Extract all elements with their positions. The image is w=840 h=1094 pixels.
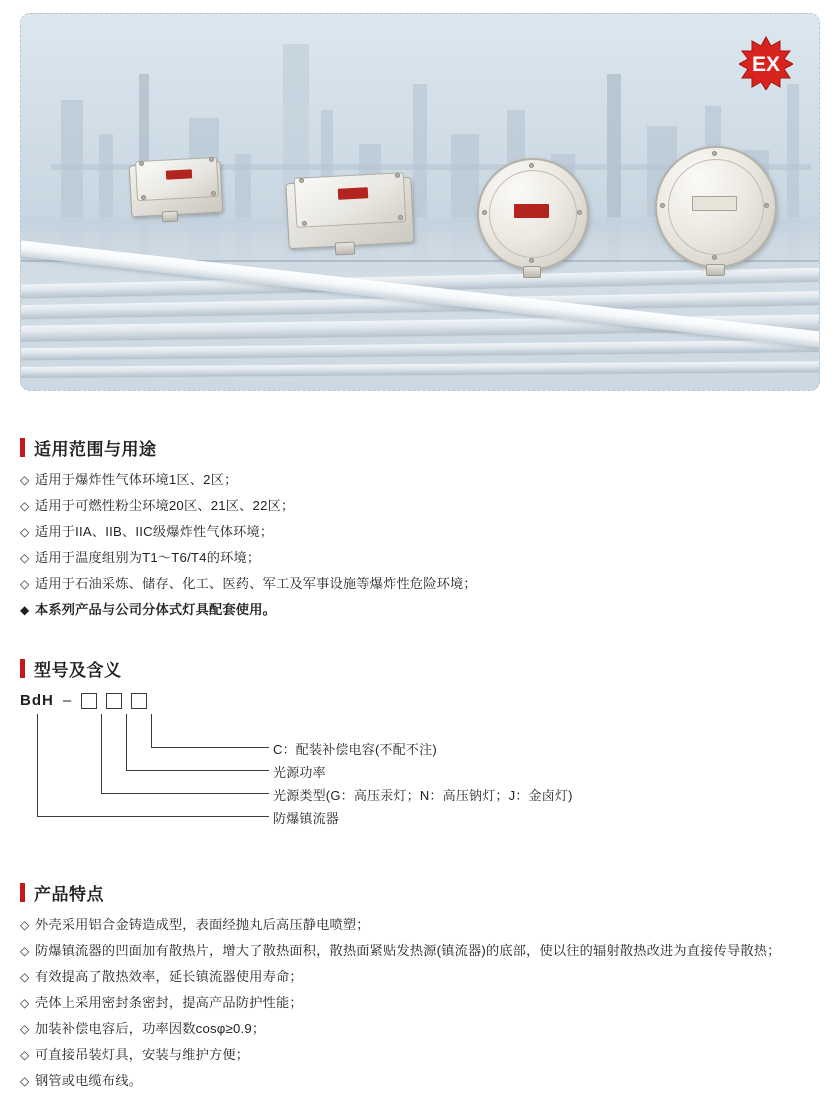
section-title-text: 适用范围与用途 — [34, 440, 157, 459]
list-item — [20, 990, 820, 1016]
bullet-marker: ◇ — [20, 996, 30, 1010]
cover-bolt — [712, 255, 717, 260]
list-item — [20, 912, 820, 938]
cover-bolt — [395, 173, 400, 178]
svg-text:EX: EX — [751, 53, 781, 76]
heading-accent-bar — [20, 438, 25, 457]
scope-list — [20, 467, 820, 623]
list-item — [20, 519, 820, 545]
leader-label-1: C：配装补偿电容(不配不注) — [273, 742, 437, 757]
product-label — [166, 169, 192, 179]
list-item — [20, 1068, 820, 1094]
list-item-text: 适用于石油采炼、储存、化工、医药、军工及军事设施等爆炸性危险环境； — [35, 576, 477, 591]
bullet-marker: ◇ — [20, 1022, 30, 1036]
bullet-marker: ◇ — [20, 473, 30, 487]
leader-label-2: 光源功率 — [273, 765, 326, 780]
product-label — [514, 204, 549, 218]
section-title-text: 产品特点 — [34, 885, 104, 904]
ex-certification-badge — [739, 36, 793, 90]
bullet-marker: ◇ — [20, 525, 30, 539]
cover-bolt — [529, 163, 534, 168]
list-item-text: 有效提高了散热效率，延长镇流器使用寿命； — [35, 969, 303, 984]
model-slot-box — [131, 693, 147, 709]
cover-bolt — [141, 195, 146, 200]
model-dash: – — [62, 692, 73, 709]
bullet-marker: ◇ — [20, 1074, 30, 1088]
section-title-text: 型号及含义 — [34, 661, 122, 680]
heading-accent-bar — [20, 883, 25, 902]
list-item-text: 钢管或电缆布线。 — [35, 1073, 143, 1088]
list-item-text: 可直接吊装灯具，安装与维护方便； — [35, 1047, 250, 1062]
cover-bolt — [482, 210, 487, 215]
model-prefix: BdH — [20, 692, 54, 709]
bullet-marker: ◇ — [20, 970, 30, 984]
ex-badge-icon — [739, 36, 793, 90]
cable-gland — [523, 266, 541, 278]
list-item — [20, 964, 820, 990]
cover-bolt — [660, 203, 665, 208]
section-heading-features — [20, 880, 104, 905]
product-unit-3 — [473, 154, 593, 279]
product-unit-4 — [651, 142, 781, 277]
heading-accent-bar — [20, 659, 25, 678]
list-item — [20, 1016, 820, 1042]
bullet-marker: ◇ — [20, 918, 30, 932]
cover-bolt — [302, 221, 307, 226]
cover-bolt — [209, 157, 214, 162]
cable-gland — [162, 211, 179, 223]
bullet-marker: ◆ — [20, 603, 30, 617]
cover-bolt — [764, 203, 769, 208]
ballast-cover — [294, 172, 406, 228]
list-item-text: 适用于IIA、IIB、IIC级爆炸性气体环境； — [35, 524, 274, 539]
product-unit-1 — [126, 151, 231, 226]
leader-line-4 — [37, 714, 269, 817]
features-list — [20, 912, 820, 1094]
section-heading-scope — [20, 435, 157, 460]
list-item-text: 本系列产品与公司分体式灯具配套使用。 — [35, 602, 276, 617]
leader-label-3: 光源类型(G：高压汞灯；N：高压钠灯；J：金卤灯) — [273, 788, 573, 803]
cover-bolt — [529, 258, 534, 263]
list-item-text: 适用于温度组别为T1～T6/T4的环境； — [35, 550, 261, 565]
cover-bolt — [712, 151, 717, 156]
cover-bolt — [211, 191, 216, 196]
bullet-marker: ◇ — [20, 1048, 30, 1062]
model-slot-box — [81, 693, 97, 709]
leader-label-4: 防爆镇流器 — [273, 811, 340, 826]
list-item-text: 外壳采用铝合金铸造成型，表面经抛丸后高压静电喷塑； — [35, 917, 370, 932]
section-heading-model — [20, 656, 122, 681]
list-item — [20, 597, 820, 623]
cover-bolt — [139, 161, 144, 166]
bullet-marker: ◇ — [20, 551, 30, 565]
model-slot-box — [106, 693, 122, 709]
product-label — [692, 196, 737, 211]
list-item-text: 壳体上采用密封条密封，提高产品防护性能； — [35, 995, 303, 1010]
product-unit-2 — [283, 166, 423, 258]
bullet-marker: ◇ — [20, 944, 30, 958]
list-item-text: 防爆镇流器的凹面加有散热片，增大了散热面积，散热面紧贴发热源(镇流器)的底部，使以往的辐射散热改进为直接传导散热； — [35, 943, 781, 958]
product-label — [338, 187, 369, 200]
hero-scene — [21, 14, 819, 390]
bullet-marker: ◇ — [20, 577, 30, 591]
cable-gland — [706, 264, 725, 276]
product-hero-image — [20, 13, 820, 391]
list-item-text: 适用于爆炸性气体环境1区、2区； — [35, 472, 238, 487]
cover-bolt — [398, 215, 403, 220]
list-item — [20, 493, 820, 519]
list-item — [20, 938, 820, 964]
model-code-diagram — [20, 692, 820, 842]
list-item — [20, 467, 820, 493]
list-item-text: 加装补偿电容后，功率因数cosφ≥0.9； — [35, 1021, 266, 1036]
cable-gland — [335, 241, 356, 255]
list-item — [20, 545, 820, 571]
list-item — [20, 1042, 820, 1068]
cover-bolt — [299, 178, 304, 183]
cover-bolt — [577, 210, 582, 215]
model-code-row — [20, 692, 156, 709]
bullet-marker: ◇ — [20, 499, 30, 513]
list-item — [20, 571, 820, 597]
list-item-text: 适用于可燃性粉尘环境20区、21区、22区； — [35, 498, 295, 513]
